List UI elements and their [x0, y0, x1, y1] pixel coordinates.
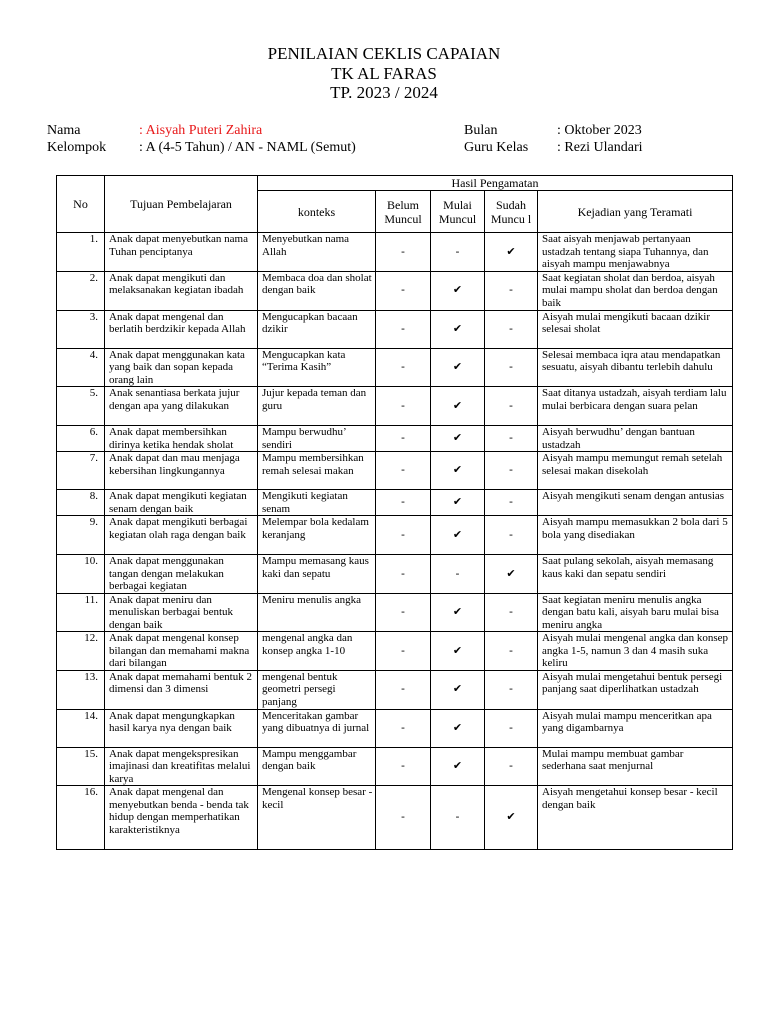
header-mulai-muncul: Mulai Muncul	[431, 191, 485, 233]
nama-value: : Aisyah Puteri Zahira	[139, 123, 263, 138]
nama-label: Nama	[47, 123, 81, 138]
tujuan-cell: Anak senantiasa berkata jujur dengan apa yang dilakukan	[105, 387, 258, 426]
kejadian-cell: Aisyah mulai mengetahui bentuk persegi panjang saat diperlihatkan ustadzah	[538, 670, 733, 709]
table-row	[57, 555, 733, 594]
row-number: 2.	[57, 271, 105, 310]
guru-value: : Rezi Ulandari	[557, 140, 643, 155]
header-no: No	[57, 176, 105, 233]
konteks-cell: Menyebutkan nama Allah	[258, 233, 376, 272]
mulai-muncul-cell: ✔	[431, 593, 485, 632]
sudah-muncul-cell: -	[485, 632, 538, 671]
table-row	[57, 490, 733, 516]
sudah-muncul-cell: -	[485, 670, 538, 709]
table-row	[57, 271, 733, 310]
sudah-muncul-cell: -	[485, 348, 538, 387]
belum-muncul-cell: -	[376, 233, 431, 272]
table-row	[57, 593, 733, 632]
belum-muncul-cell: -	[376, 747, 431, 786]
mulai-muncul-cell: -	[431, 786, 485, 850]
belum-muncul-cell: -	[376, 490, 431, 516]
sudah-muncul-cell: -	[485, 310, 538, 348]
belum-muncul-cell: -	[376, 555, 431, 594]
row-number: 13.	[57, 670, 105, 709]
sudah-muncul-cell: ✔	[485, 786, 538, 850]
header-konteks: konteks	[258, 191, 376, 233]
row-number: 6.	[57, 426, 105, 452]
kelompok-value: : A (4-5 Tahun) / AN - NAML (Semut)	[139, 140, 356, 155]
table-row	[57, 348, 733, 387]
belum-muncul-cell: -	[376, 670, 431, 709]
konteks-cell: Membaca doa dan sholat dengan baik	[258, 271, 376, 310]
tujuan-cell: Anak dapat mengikuti kegiatan senam dengan baik	[105, 490, 258, 516]
sudah-muncul-cell: -	[485, 271, 538, 310]
konteks-cell: Melempar bola kedalam keranjang	[258, 516, 376, 555]
kejadian-cell: Saat aisyah menjawab pertanyaan ustadzah tentang siapa Tuhannya, dan aisyah mampu menjawabnya	[538, 233, 733, 272]
table-row	[57, 452, 733, 490]
mulai-muncul-cell: ✔	[431, 490, 485, 516]
konteks-cell: mengenal bentuk geometri persegi panjang	[258, 670, 376, 709]
kejadian-cell: Saat kegiatan sholat dan berdoa, aisyah mulai mampu sholat dan berdoa dengan baik	[538, 271, 733, 310]
belum-muncul-cell: -	[376, 426, 431, 452]
table-row	[57, 632, 733, 671]
kejadian-cell: Mulai mampu membuat gambar sederhana saat menjurnal	[538, 747, 733, 786]
konteks-cell: Mampu membersihkan remah selesai makan	[258, 452, 376, 490]
mulai-muncul-cell: ✔	[431, 452, 485, 490]
row-number: 5.	[57, 387, 105, 426]
tujuan-cell: Anak dapat mengikuti berbagai kegiatan olah raga dengan baik	[105, 516, 258, 555]
kejadian-cell: Aisyah mulai mengenal angka dan konsep angka 1-5, namun 3 dan 4 masih suka keliru	[538, 632, 733, 671]
sudah-muncul-cell: -	[485, 490, 538, 516]
kejadian-cell: Aisyah berwudhu’ dengan bantuan ustadzah	[538, 426, 733, 452]
tujuan-cell: Anak dapat menyebutkan nama Tuhan penciptanya	[105, 233, 258, 272]
mulai-muncul-cell: ✔	[431, 516, 485, 555]
konteks-cell: Menceritakan gambar yang dibuatnya di jurnal	[258, 709, 376, 747]
sudah-muncul-cell: -	[485, 452, 538, 490]
tujuan-cell: Anak dapat mengekspresikan imajinasi dan kreatifitas melalui karya	[105, 747, 258, 786]
konteks-cell: Mengucapkan kata “Terima Kasih”	[258, 348, 376, 387]
tujuan-cell: Anak dapat mengenal konsep bilangan dan memahami makna dari bilangan	[105, 632, 258, 671]
belum-muncul-cell: -	[376, 310, 431, 348]
document-title: PENILAIAN CEKLIS CAPAIAN	[267, 44, 501, 63]
mulai-muncul-cell: ✔	[431, 310, 485, 348]
kejadian-cell: Aisyah mengikuti senam dengan antusias	[538, 490, 733, 516]
tujuan-cell: Anak dapat membersihkan dirinya ketika hendak sholat	[105, 426, 258, 452]
mulai-muncul-cell: ✔	[431, 271, 485, 310]
row-number: 11.	[57, 593, 105, 632]
mulai-muncul-cell: -	[431, 555, 485, 594]
sudah-muncul-cell: -	[485, 593, 538, 632]
kejadian-cell: Saat ditanya ustadzah, aisyah terdiam lalu mulai berbicara dengan suara pelan	[538, 387, 733, 426]
kejadian-cell: Aisyah mengetahui konsep besar - kecil dengan baik	[538, 786, 733, 850]
assessment-table	[56, 175, 733, 850]
table-row	[57, 310, 733, 348]
kejadian-cell: Aisyah mampu memasukkan 2 bola dari 5 bola yang disediakan	[538, 516, 733, 555]
belum-muncul-cell: -	[376, 387, 431, 426]
belum-muncul-cell: -	[376, 452, 431, 490]
row-number: 9.	[57, 516, 105, 555]
mulai-muncul-cell: ✔	[431, 426, 485, 452]
kejadian-cell: Aisyah mampu memungut remah setelah selesai makan disekolah	[538, 452, 733, 490]
kejadian-cell: Aisyah mulai mengikuti bacaan dzikir selesai sholat	[538, 310, 733, 348]
tujuan-cell: Anak dapat menggunakan tangan dengan melakukan berbagai kegiatan	[105, 555, 258, 594]
school-year: TP. 2023 / 2024	[330, 83, 438, 102]
kelompok-label: Kelompok	[47, 140, 107, 155]
table-row	[57, 786, 733, 850]
tujuan-cell: Anak dapat mengikuti dan melaksanakan kegiatan ibadah	[105, 271, 258, 310]
mulai-muncul-cell: ✔	[431, 348, 485, 387]
konteks-cell: mengenal angka dan konsep angka 1-10	[258, 632, 376, 671]
belum-muncul-cell: -	[376, 709, 431, 747]
konteks-cell: Mengucapkan bacaan dzikir	[258, 310, 376, 348]
kejadian-cell: Saat pulang sekolah, aisyah memasang kaus kaki dan sepatu sendiri	[538, 555, 733, 594]
row-number: 10.	[57, 555, 105, 594]
table-row	[57, 426, 733, 452]
row-number: 14.	[57, 709, 105, 747]
konteks-cell: Mengikuti kegiatan senam	[258, 490, 376, 516]
sudah-muncul-cell: -	[485, 516, 538, 555]
mulai-muncul-cell: ✔	[431, 709, 485, 747]
tujuan-cell: Anak dapat memahami bentuk 2 dimensi dan 3 dimensi	[105, 670, 258, 709]
belum-muncul-cell: -	[376, 271, 431, 310]
mulai-muncul-cell: ✔	[431, 632, 485, 671]
mulai-muncul-cell: ✔	[431, 387, 485, 426]
header-kejadian: Kejadian yang Teramati	[538, 191, 733, 233]
mulai-muncul-cell: ✔	[431, 670, 485, 709]
header-hasil-pengamatan: Hasil Pengamatan	[258, 176, 733, 191]
mulai-muncul-cell: ✔	[431, 747, 485, 786]
table-row	[57, 233, 733, 272]
row-number: 1.	[57, 233, 105, 272]
row-number: 12.	[57, 632, 105, 671]
konteks-cell: Mampu berwudhu’ sendiri	[258, 426, 376, 452]
tujuan-cell: Anak dapat dan mau menjaga kebersihan lingkungannya	[105, 452, 258, 490]
kejadian-cell: Saat kegiatan meniru menulis angka dengan batu kali, aisyah baru mulai bisa meniru angka	[538, 593, 733, 632]
sudah-muncul-cell: ✔	[485, 233, 538, 272]
row-number: 16.	[57, 786, 105, 850]
row-number: 3.	[57, 310, 105, 348]
row-number: 7.	[57, 452, 105, 490]
tujuan-cell: Anak dapat mengenal dan menyebutkan benda - benda tak hidup dengan memperhatikan karakteristiknya	[105, 786, 258, 850]
belum-muncul-cell: -	[376, 786, 431, 850]
bulan-label: Bulan	[464, 123, 498, 138]
belum-muncul-cell: -	[376, 516, 431, 555]
document-header	[0, 44, 768, 103]
table-row	[57, 387, 733, 426]
header-belum-muncul: Belum Muncul	[376, 191, 431, 233]
table-row	[57, 709, 733, 747]
tujuan-cell: Anak dapat mengungkapkan hasil karya nya dengan baik	[105, 709, 258, 747]
belum-muncul-cell: -	[376, 348, 431, 387]
table-body	[57, 233, 733, 850]
row-number: 8.	[57, 490, 105, 516]
table-row	[57, 747, 733, 786]
konteks-cell: Mampu menggambar dengan baik	[258, 747, 376, 786]
tujuan-cell: Anak dapat meniru dan menuliskan berbagai bentuk dengan baik	[105, 593, 258, 632]
table-row	[57, 516, 733, 555]
bulan-value: : Oktober 2023	[557, 123, 642, 138]
konteks-cell: Jujur kepada teman dan guru	[258, 387, 376, 426]
row-number: 15.	[57, 747, 105, 786]
tujuan-cell: Anak dapat menggunakan kata yang baik dan sopan kepada orang lain	[105, 348, 258, 387]
sudah-muncul-cell: -	[485, 426, 538, 452]
school-name: TK AL FARAS	[331, 63, 437, 83]
mulai-muncul-cell: -	[431, 233, 485, 272]
konteks-cell: Mampu memasang kaus kaki dan sepatu	[258, 555, 376, 594]
kejadian-cell: Aisyah mulai mampu menceritkan apa yang digambarnya	[538, 709, 733, 747]
guru-label: Guru Kelas	[464, 140, 529, 155]
row-number: 4.	[57, 348, 105, 387]
header-sudah-muncul: Sudah Muncu l	[485, 191, 538, 233]
kejadian-cell: Selesai membaca iqra atau mendapatkan sesuatu, aisyah dibantu terlebih dahulu	[538, 348, 733, 387]
sudah-muncul-cell: ✔	[485, 555, 538, 594]
tujuan-cell: Anak dapat mengenal dan berlatih berdzikir kepada Allah	[105, 310, 258, 348]
sudah-muncul-cell: -	[485, 747, 538, 786]
sudah-muncul-cell: -	[485, 387, 538, 426]
belum-muncul-cell: -	[376, 632, 431, 671]
belum-muncul-cell: -	[376, 593, 431, 632]
konteks-cell: Mengenal konsep besar - kecil	[258, 786, 376, 850]
table-row	[57, 670, 733, 709]
sudah-muncul-cell: -	[485, 709, 538, 747]
konteks-cell: Meniru menulis angka	[258, 593, 376, 632]
header-tujuan: Tujuan Pembelajaran	[105, 176, 258, 233]
